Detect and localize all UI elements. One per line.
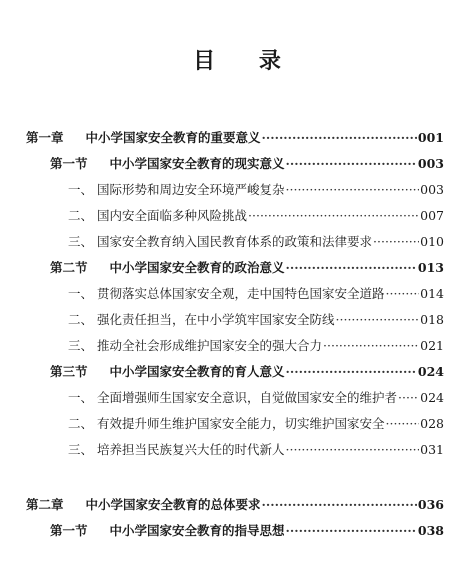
toc-entry-item[interactable] (68, 338, 444, 354)
toc-entry-label (50, 523, 285, 539)
toc-entry-label (68, 416, 385, 432)
toc-entry-number: 三、 (68, 234, 94, 249)
toc-leader-dots (323, 338, 419, 354)
toc-entry-text: 国家安全教育纳入国民教育体系的政策和法律要求 (97, 234, 373, 249)
toc-entry-label (68, 312, 335, 328)
toc-entry-label (50, 260, 285, 276)
toc-leader-dots (286, 523, 417, 539)
toc-page-number: 024 (417, 364, 444, 379)
toc-leader-dots (286, 260, 417, 276)
toc-entry-chapter[interactable] (26, 130, 444, 146)
toc-entry-number: 一、 (68, 286, 94, 301)
toc-entry-item[interactable] (68, 208, 444, 224)
toc-page-number: 013 (417, 260, 444, 275)
toc-entry-label (68, 338, 322, 354)
toc-entry-item[interactable] (68, 182, 444, 198)
toc-entry-chapter[interactable] (26, 497, 444, 513)
toc-entry-label (68, 390, 397, 406)
toc-entry-item[interactable] (68, 286, 444, 302)
toc-entry-item[interactable] (68, 312, 444, 328)
toc-leader-dots (286, 156, 417, 172)
toc-entry-item[interactable] (68, 442, 444, 458)
toc-entry-text: 培养担当民族复兴大任的时代新人 (97, 442, 285, 457)
toc-leader-dots (286, 442, 420, 458)
toc-leader-dots (373, 234, 419, 250)
toc-entry-item[interactable] (68, 234, 444, 250)
toc-page-number: 021 (420, 338, 444, 353)
toc-page-number: 036 (417, 497, 444, 512)
toc-entry-label (26, 497, 261, 513)
toc-entry-number: 第一节 (50, 523, 88, 538)
toc-entry-text: 中小学国家安全教育的指导思想 (109, 523, 285, 538)
toc-entry-label (68, 182, 285, 198)
toc-entry-number: 一、 (68, 182, 94, 197)
toc-entry-label (68, 208, 247, 224)
toc-entry-section[interactable] (50, 156, 444, 172)
toc-entry-number: 二、 (68, 416, 94, 431)
toc-entry-text: 推动全社会形成维护国家安全的强大合力 (97, 338, 323, 353)
toc-entry-number: 第二节 (50, 260, 88, 275)
toc-leader-dots (262, 130, 417, 146)
toc-entry-text: 贯彻落实总体国家安全观，走中国特色国家安全道路 (97, 286, 385, 301)
toc-entry-label (50, 156, 285, 172)
toc-leader-dots (336, 312, 420, 328)
toc-entry-number: 二、 (68, 208, 94, 223)
toc-entry-section[interactable] (50, 523, 444, 539)
toc-entry-text: 中小学国家安全教育的总体要求 (85, 497, 261, 512)
toc-entry-number: 三、 (68, 442, 94, 457)
toc-entry-section[interactable] (50, 364, 444, 380)
toc-entry-text: 强化责任担当，在中小学筑牢国家安全防线 (97, 312, 335, 327)
toc-page-number: 010 (420, 234, 444, 249)
toc-entry-section[interactable] (50, 260, 444, 276)
toc-entry-number: 一、 (68, 390, 94, 405)
toc-entry-label (68, 442, 285, 458)
toc-title: 目 录 (193, 48, 299, 74)
toc-entry-item[interactable] (68, 390, 444, 406)
toc-entry-label (50, 364, 285, 380)
toc-page-number: 028 (420, 416, 444, 431)
toc-entry-item[interactable] (68, 416, 444, 432)
toc-page-number: 014 (420, 286, 444, 301)
toc-page-number: 038 (417, 523, 444, 538)
toc-entry-number: 第一节 (50, 156, 88, 171)
toc-leader-dots (386, 286, 420, 302)
toc-leader-dots (262, 497, 417, 513)
toc-entry-number: 三、 (68, 338, 94, 353)
toc-entry-number: 二、 (68, 312, 94, 327)
toc-entry-label (68, 286, 385, 302)
toc-leader-dots (248, 208, 419, 224)
toc-entry-number: 第三节 (50, 364, 88, 379)
toc-entry-text: 有效提升师生维护国家安全能力，切实维护国家安全 (97, 416, 385, 431)
toc-page-number: 031 (420, 442, 444, 457)
toc-leader-dots (286, 364, 417, 380)
toc-entry-text: 全面增强师生国家安全意识，自觉做国家安全的维护者 (97, 390, 398, 405)
toc-leader-dots (386, 416, 420, 432)
toc-page-number: 003 (417, 156, 444, 171)
toc-entry-text: 中小学国家安全教育的重要意义 (85, 130, 261, 145)
toc-entry-label (26, 130, 261, 146)
toc-page-number: 024 (420, 390, 444, 405)
toc-leader-dots (398, 390, 419, 406)
toc-entry-label (68, 234, 372, 250)
toc-leader-dots (286, 182, 420, 198)
toc-entry-text: 中小学国家安全教育的育人意义 (109, 364, 285, 379)
toc-entry-number: 第二章 (26, 497, 64, 512)
toc-page-number: 001 (417, 130, 444, 145)
toc-page-number: 018 (420, 312, 444, 327)
toc-entry-text: 中小学国家安全教育的现实意义 (109, 156, 285, 171)
toc-entry-text: 中小学国家安全教育的政治意义 (109, 260, 285, 275)
toc-page-number: 003 (420, 182, 444, 197)
toc-entry-text: 国际形势和周边安全环境严峻复杂 (97, 182, 285, 197)
toc-entry-text: 国内安全面临多种风险挑战 (97, 208, 248, 223)
toc-entry-number: 第一章 (26, 130, 64, 145)
toc-page-number: 007 (420, 208, 444, 223)
